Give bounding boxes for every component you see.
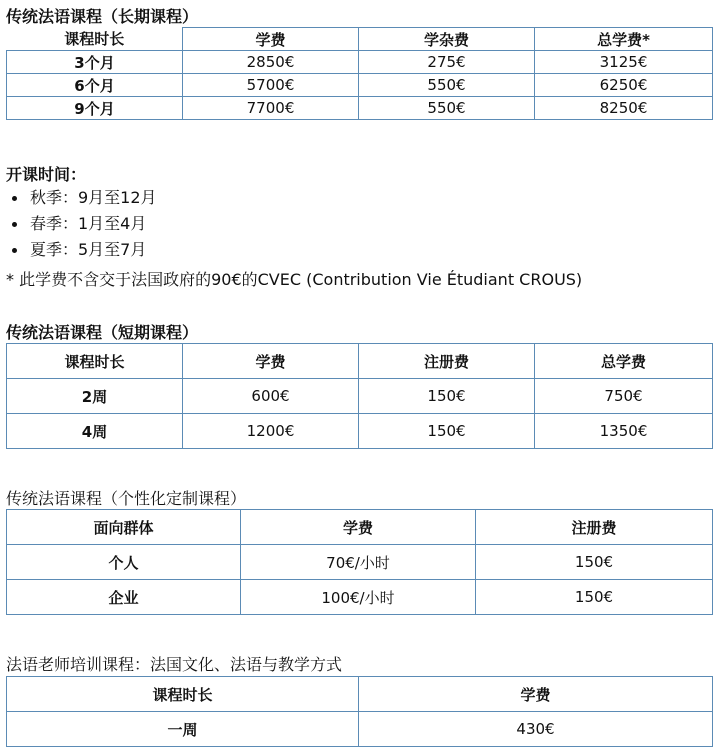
table-row bbox=[7, 545, 713, 580]
table-header-row bbox=[7, 28, 713, 51]
table-header-row bbox=[7, 344, 713, 379]
teacher-course-table bbox=[6, 676, 713, 747]
table-header-row bbox=[7, 677, 713, 712]
list-item: 秋季：9月至12月 bbox=[6, 185, 157, 211]
column-header: 注册费 bbox=[476, 510, 713, 545]
table-cell: 1350€ bbox=[535, 414, 713, 449]
schedule-heading: 开课时间： bbox=[6, 165, 87, 184]
long-course-table bbox=[6, 27, 713, 120]
table-row bbox=[7, 51, 713, 74]
column-header: 课程时长 bbox=[7, 677, 359, 712]
custom-course-table bbox=[6, 509, 713, 615]
table-cell: 3个月 bbox=[7, 51, 183, 74]
table-row bbox=[7, 414, 713, 449]
short-course-title: 传统法语课程（短期课程） bbox=[6, 323, 199, 342]
table-header-row bbox=[7, 510, 713, 545]
table-cell: 550€ bbox=[359, 97, 535, 120]
table-cell: 5700€ bbox=[183, 74, 359, 97]
table-cell: 6250€ bbox=[535, 74, 713, 97]
column-header: 总学费* bbox=[535, 28, 713, 51]
table-cell: 1200€ bbox=[183, 414, 359, 449]
table-cell: 2850€ bbox=[183, 51, 359, 74]
column-header: 学费 bbox=[183, 344, 359, 379]
column-header: 学费 bbox=[183, 28, 359, 51]
table-cell: 100€/小时 bbox=[241, 580, 476, 615]
table-cell: 600€ bbox=[183, 379, 359, 414]
table-row bbox=[7, 97, 713, 120]
table-cell: 一周 bbox=[7, 712, 359, 747]
table-cell: 750€ bbox=[535, 379, 713, 414]
list-item: 春季：1月至4月 bbox=[6, 211, 157, 237]
table-cell: 150€ bbox=[476, 580, 713, 615]
column-header: 课程时长 bbox=[7, 28, 183, 51]
column-header: 注册费 bbox=[359, 344, 535, 379]
table-row bbox=[7, 74, 713, 97]
table-cell: 9个月 bbox=[7, 97, 183, 120]
table-cell: 150€ bbox=[359, 379, 535, 414]
table-cell: 70€/小时 bbox=[241, 545, 476, 580]
column-header: 总学费 bbox=[535, 344, 713, 379]
column-header: 学费 bbox=[359, 677, 713, 712]
fee-note: * 此学费不含交于法国政府的90€的CVEC (Contribution Vie Étudiant CROUS) bbox=[6, 270, 583, 289]
table-cell: 3125€ bbox=[535, 51, 713, 74]
column-header: 学杂费 bbox=[359, 28, 535, 51]
short-course-table bbox=[6, 343, 713, 449]
table-row bbox=[7, 580, 713, 615]
table-cell: 550€ bbox=[359, 74, 535, 97]
schedule-list bbox=[6, 185, 157, 263]
column-header: 学费 bbox=[241, 510, 476, 545]
teacher-course-title: 法语老师培训课程：法国文化、法语与教学方式 bbox=[6, 655, 343, 674]
table-cell: 8250€ bbox=[535, 97, 713, 120]
table-cell: 6个月 bbox=[7, 74, 183, 97]
table-cell: 7700€ bbox=[183, 97, 359, 120]
column-header: 课程时长 bbox=[7, 344, 183, 379]
table-cell: 企业 bbox=[7, 580, 241, 615]
table-cell: 150€ bbox=[359, 414, 535, 449]
custom-course-title: 传统法语课程（个性化定制课程） bbox=[6, 489, 247, 508]
table-cell: 275€ bbox=[359, 51, 535, 74]
long-course-title: 传统法语课程（长期课程） bbox=[6, 7, 199, 26]
table-cell: 4周 bbox=[7, 414, 183, 449]
table-cell: 430€ bbox=[359, 712, 713, 747]
table-cell: 个人 bbox=[7, 545, 241, 580]
table-cell: 2周 bbox=[7, 379, 183, 414]
table-row bbox=[7, 379, 713, 414]
list-item: 夏季：5月至7月 bbox=[6, 237, 157, 263]
table-cell: 150€ bbox=[476, 545, 713, 580]
column-header: 面向群体 bbox=[7, 510, 241, 545]
table-row bbox=[7, 712, 713, 747]
